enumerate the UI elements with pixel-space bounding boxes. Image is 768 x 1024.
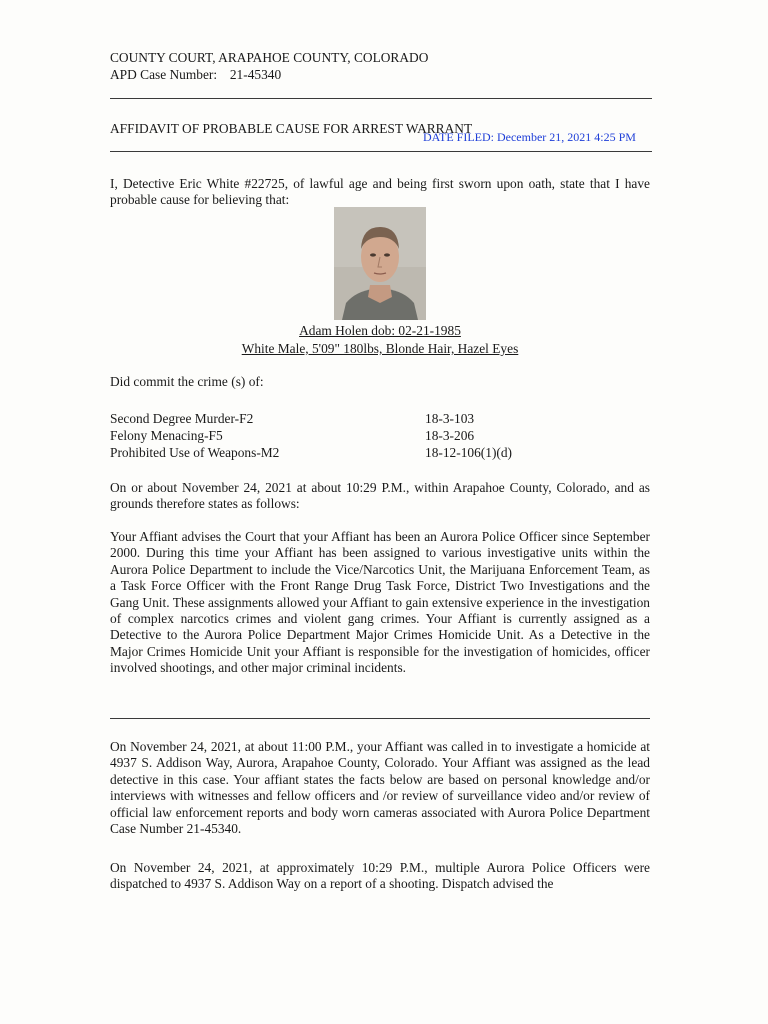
paragraph-date-location: On or about November 24, 2021 at about 10:29 P.M., within Arapahoe County, Colorado, and as grounds therefore states as follows: [110,480,650,512]
court-name: COUNTY COURT, ARAPAHOE COUNTY, COLORADO [110,50,429,65]
crime-statute: 18-12-106(1)(d) [425,445,513,460]
crime-statute: 18-3-103 [425,411,475,426]
case-number-line [110,67,281,83]
intro-paragraph: I, Detective Eric White #22725, of lawful age and being first sworn upon oath, state that I have probable cause for believing that: [110,176,650,208]
suspect-photo [334,207,426,320]
suspect-description: White Male, 5'09" 180lbs, Blonde Hair, Hazel Eyes [241,341,519,356]
divider [110,98,652,99]
crimes-intro: Did commit the crime (s) of: [110,374,264,389]
crime-statute: 18-3-206 [425,428,475,443]
paragraph-dispatch: On November 24, 2021, at approximately 10:29 P.M., multiple Aurora Police Officers were dispatched to 4937 S. Addison Way on a report of a shooting. Dispatch advised the [110,860,650,892]
case-number-label: APD Case Number: [110,67,218,82]
date-filed-stamp: DATE FILED: December 21, 2021 4:25 PM [423,130,636,144]
suspect-name-dob: Adam Holen dob: 02-21-1985 [299,323,461,338]
crime-name: Second Degree Murder-F2 [110,411,254,426]
divider [110,151,652,152]
divider [110,718,650,719]
document-title: AFFIDAVIT OF PROBABLE CAUSE FOR ARREST WARRANT [110,121,473,136]
paragraph-investigation: On November 24, 2021, at about 11:00 P.M., your Affiant was called in to investigate a homicide at 4937 S. Addison Way, Aurora, Arapahoe County, Colorado. Your Affiant was assigned as the lead detective in this case. Your affiant states the facts below are based on personal knowledge and/or interviews with witnesses and fellow officers and /or review of surveillance video and/or review of official law enforcement reports and body worn cameras associated with Aurora Police Department Case Number 21-45340. [110,739,650,837]
case-number: 21-45340 [229,67,282,82]
crime-name: Prohibited Use of Weapons-M2 [110,445,280,460]
suspect-photo-image [334,207,426,320]
paragraph-affiant-background: Your Affiant advises the Court that your Affiant has been an Aurora Police Officer since September 2000. During this time your Affiant has been assigned to various investigative units within the Aurora Police Department to include the Vice/Narcotics Unit, the Marijuana Enforcement Team, as a Task Force Officer with the Front Range Drug Task Force, District Two Investigations and the Gang Unit. These assignments allowed your Affiant to gain extensive experience in the investigation of complex narcotics crimes and violent gang crimes. Your Affiant is currently assigned as a Detective to the Aurora Police Department Major Crimes Homicide Unit. As a Detective in the Major Crimes Homicide Unit your Affiant is responsible for the investigation of homicides, officer involved shootings, and other major criminal incidents. [110,529,650,676]
crime-name: Felony Menacing-F5 [110,428,223,443]
